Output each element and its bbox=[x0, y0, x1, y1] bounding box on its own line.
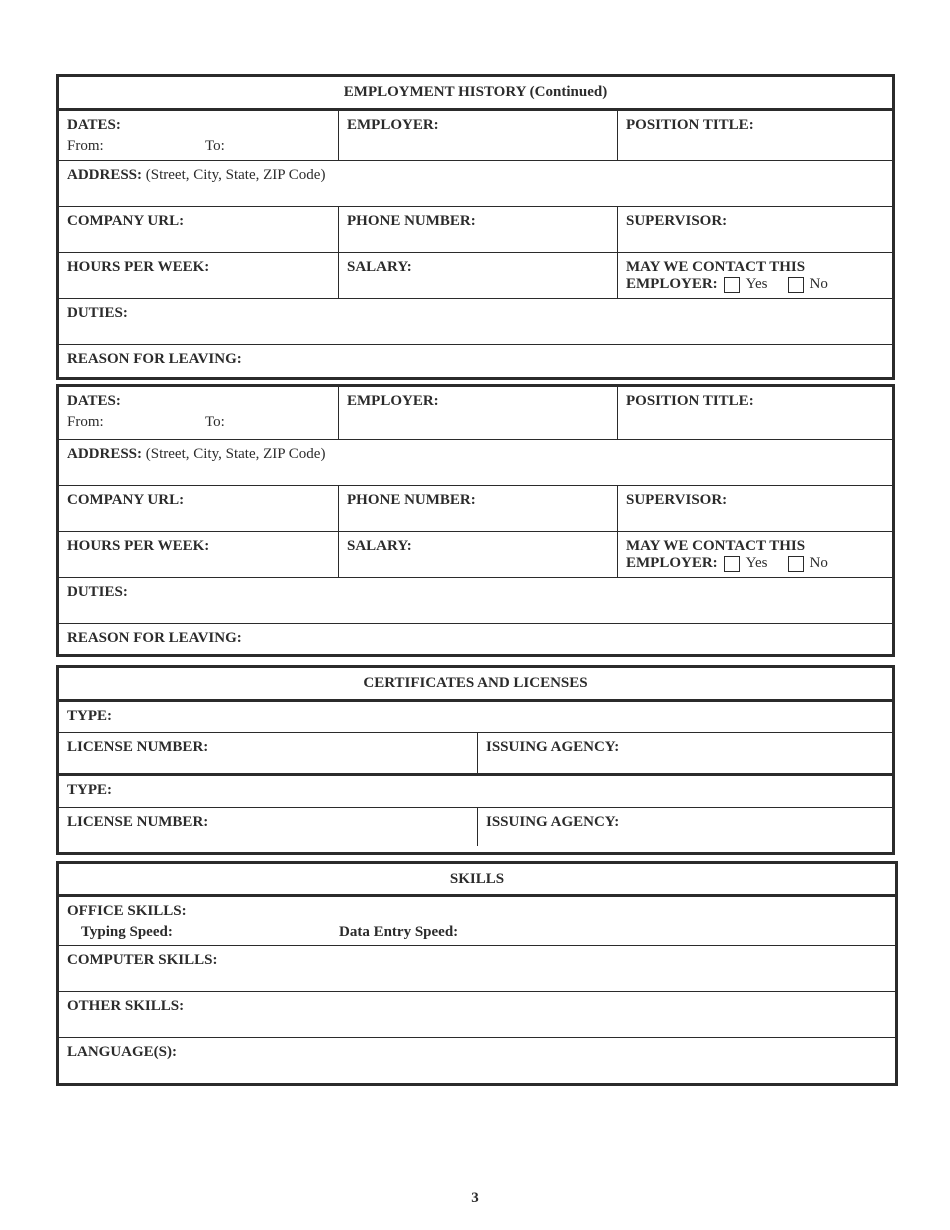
type-field[interactable]: TYPE: bbox=[67, 708, 112, 724]
no-label: No bbox=[809, 276, 828, 292]
certificates-header: CERTIFICATES AND LICENSES bbox=[363, 675, 588, 691]
to-label: To: bbox=[205, 138, 225, 154]
type-field[interactable]: TYPE: bbox=[67, 782, 112, 798]
languages-row bbox=[59, 1037, 895, 1080]
dates-field[interactable] bbox=[59, 111, 338, 160]
address-row bbox=[59, 160, 892, 206]
data-entry-speed-label: Data Entry Speed: bbox=[339, 924, 459, 940]
company-url-field[interactable]: COMPANY URL: bbox=[67, 492, 185, 508]
hours-salary-contact-row bbox=[59, 252, 892, 298]
issuing-agency-field[interactable]: ISSUING AGENCY: bbox=[477, 808, 892, 846]
other-skills-field[interactable]: OTHER SKILLS: bbox=[67, 998, 185, 1014]
certificates-licenses-block bbox=[56, 665, 895, 855]
type-row bbox=[59, 773, 892, 807]
address-field[interactable] bbox=[59, 440, 892, 485]
address-hint: (Street, City, State, ZIP Code) bbox=[145, 446, 326, 462]
contact-yes-checkbox[interactable] bbox=[724, 556, 740, 572]
contact-label-line1: MAY WE CONTACT THIS bbox=[626, 538, 806, 554]
dates-label: DATES: bbox=[67, 117, 121, 133]
duties-row bbox=[59, 577, 892, 623]
salary-field[interactable]: SALARY: bbox=[338, 253, 617, 298]
contact-no-checkbox[interactable] bbox=[788, 277, 804, 293]
hours-per-week-field[interactable]: HOURS PER WEEK: bbox=[67, 538, 210, 554]
hours-per-week-field[interactable]: HOURS PER WEEK: bbox=[67, 259, 210, 275]
license-agency-row bbox=[59, 807, 892, 846]
certificates-header-row bbox=[59, 668, 892, 699]
employment-history-header: EMPLOYMENT HISTORY (Continued) bbox=[343, 84, 608, 100]
salary-field[interactable]: SALARY: bbox=[338, 532, 617, 577]
position-title-field[interactable]: POSITION TITLE: bbox=[617, 387, 892, 439]
office-skills-label: OFFICE SKILLS: bbox=[67, 903, 187, 919]
reason-for-leaving-field[interactable]: REASON FOR LEAVING: bbox=[67, 630, 242, 646]
duties-field[interactable]: DUTIES: bbox=[67, 584, 128, 600]
position-title-field[interactable]: POSITION TITLE: bbox=[617, 111, 892, 160]
company-url-field[interactable]: COMPANY URL: bbox=[67, 213, 185, 229]
license-number-field[interactable]: LICENSE NUMBER: bbox=[67, 814, 209, 830]
address-row bbox=[59, 439, 892, 485]
page-number: 3 bbox=[471, 1190, 479, 1206]
address-hint: (Street, City, State, ZIP Code) bbox=[145, 167, 326, 183]
languages-field[interactable]: LANGUAGE(S): bbox=[67, 1044, 178, 1060]
dates-label: DATES: bbox=[67, 393, 121, 409]
type-row bbox=[59, 699, 892, 732]
duties-row bbox=[59, 298, 892, 344]
office-skills-row bbox=[59, 894, 895, 945]
reason-row bbox=[59, 623, 892, 654]
skills-header: SKILLS bbox=[449, 871, 505, 887]
employment-header-row bbox=[59, 77, 892, 108]
phone-number-field[interactable]: PHONE NUMBER: bbox=[338, 207, 617, 252]
to-label: To: bbox=[205, 414, 225, 430]
url-phone-supervisor-row bbox=[59, 206, 892, 252]
hours-salary-contact-row bbox=[59, 531, 892, 577]
typing-speed-label: Typing Speed: bbox=[81, 924, 173, 940]
from-label: From: bbox=[67, 138, 104, 154]
license-number-field[interactable]: LICENSE NUMBER: bbox=[67, 739, 209, 755]
reason-for-leaving-field[interactable]: REASON FOR LEAVING: bbox=[67, 351, 242, 367]
computer-skills-row bbox=[59, 945, 895, 991]
contact-no-checkbox[interactable] bbox=[788, 556, 804, 572]
skills-header-row bbox=[59, 864, 895, 894]
address-label: ADDRESS: bbox=[67, 446, 143, 462]
office-skills-field[interactable] bbox=[59, 897, 895, 945]
contact-label-line2: EMPLOYER: bbox=[626, 555, 718, 571]
from-label: From: bbox=[67, 414, 104, 430]
skills-block bbox=[56, 861, 898, 1086]
supervisor-field[interactable]: SUPERVISOR: bbox=[617, 207, 892, 252]
address-field[interactable] bbox=[59, 161, 892, 206]
contact-employer-field bbox=[617, 253, 892, 298]
yes-label: Yes bbox=[745, 555, 768, 571]
employer-field[interactable]: EMPLOYER: bbox=[338, 387, 617, 439]
dates-employer-row bbox=[59, 387, 892, 439]
supervisor-field[interactable]: SUPERVISOR: bbox=[617, 486, 892, 531]
contact-label-line1: MAY WE CONTACT THIS bbox=[626, 259, 806, 275]
duties-field[interactable]: DUTIES: bbox=[67, 305, 128, 321]
reason-row bbox=[59, 344, 892, 377]
dates-employer-row bbox=[59, 108, 892, 160]
contact-label-line2: EMPLOYER: bbox=[626, 276, 718, 292]
dates-field[interactable] bbox=[59, 387, 338, 439]
computer-skills-field[interactable]: COMPUTER SKILLS: bbox=[67, 952, 218, 968]
employer-field[interactable]: EMPLOYER: bbox=[338, 111, 617, 160]
other-skills-row bbox=[59, 991, 895, 1037]
contact-yes-checkbox[interactable] bbox=[724, 277, 740, 293]
address-label: ADDRESS: bbox=[67, 167, 143, 183]
url-phone-supervisor-row bbox=[59, 485, 892, 531]
contact-employer-field bbox=[617, 532, 892, 577]
phone-number-field[interactable]: PHONE NUMBER: bbox=[338, 486, 617, 531]
license-agency-row bbox=[59, 732, 892, 773]
employment-history-block-1 bbox=[56, 74, 895, 380]
employment-history-block-2 bbox=[56, 384, 895, 657]
no-label: No bbox=[809, 555, 828, 571]
issuing-agency-field[interactable]: ISSUING AGENCY: bbox=[477, 733, 892, 773]
yes-label: Yes bbox=[745, 276, 768, 292]
